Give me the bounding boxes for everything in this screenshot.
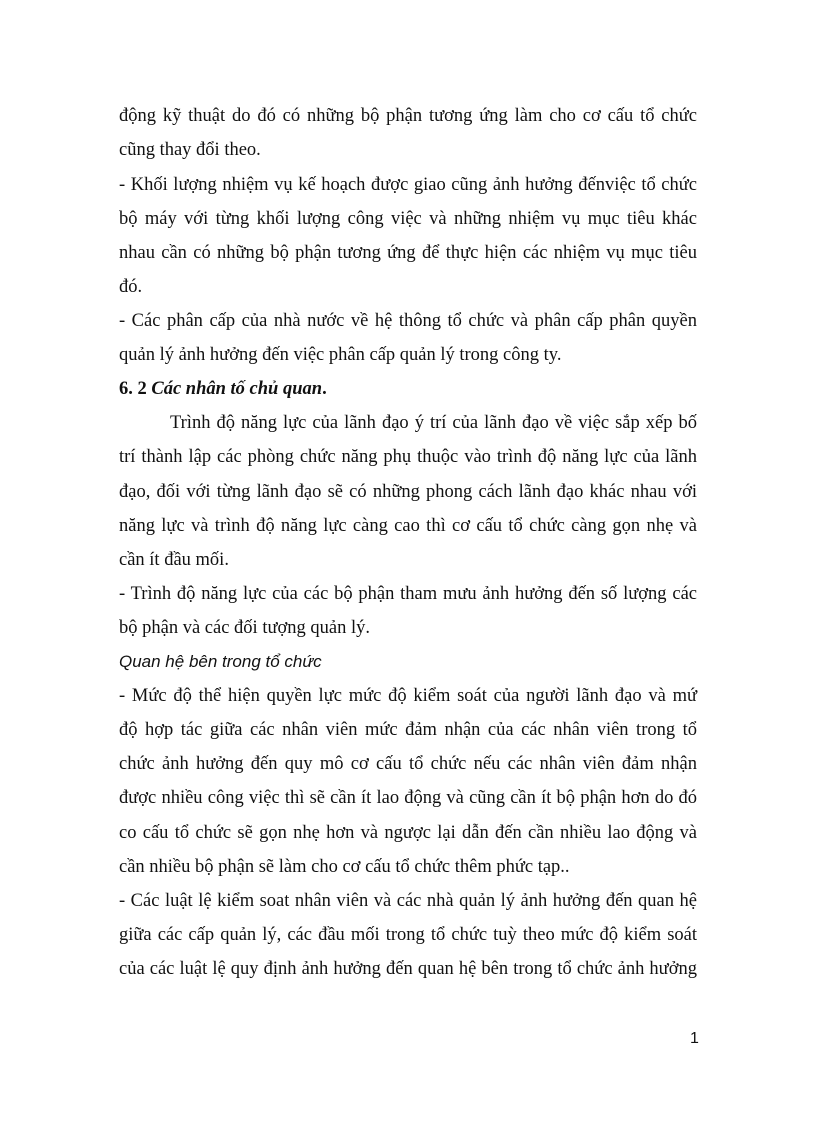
text-line: nhau cần có những bộ phận tương ứng để thực hiện các nhiệm vụ mục tiêu <box>119 243 697 263</box>
text-line: cần nhiều bộ phận sẽ làm cho cơ cấu tổ chức thêm phức tạp.. <box>119 857 570 877</box>
text-line: độ hợp tác giữa các nhân viên mức đảm nhận của các nhân viên trong tổ <box>119 720 697 740</box>
text-line: được nhiều công việc thì sẽ cần ít lao động và cũng cần ít bộ phận hơn do đó <box>119 788 697 808</box>
text-line: cũng thay đổi theo. <box>119 140 261 160</box>
heading-period: . <box>322 379 327 399</box>
text-line: Trình độ năng lực của lãnh đạo ý trí của lãnh đạo về việc sắp xếp bố <box>170 413 697 433</box>
text-line: - Khối lượng nhiệm vụ kế hoạch được giao cũng ảnh hưởng đếnviệc tổ chức <box>119 175 697 195</box>
heading-number: 6. 2 <box>119 379 152 399</box>
sub-heading: Quan hệ bên trong tổ chức <box>119 652 322 671</box>
text-line: bộ máy với từng khối lượng công việc và những nhiệm vụ mục tiêu khác <box>119 209 697 229</box>
text-line: co cấu tổ chức sẽ gọn nhẹ hơn và ngược lại dẫn đến cần nhiều lao động và <box>119 823 697 843</box>
text-line: chức ảnh hưởng đến quy mô cơ cấu tổ chức nếu các nhân viên đảm nhận <box>119 754 697 774</box>
text-line: động kỹ thuật do đó có những bộ phận tương ứng làm cho cơ cấu tổ chức <box>119 106 697 126</box>
text-line: - Trình độ năng lực của các bộ phận tham mưu ảnh hưởng đến số lượng các <box>119 584 697 604</box>
text-line: năng lực và trình độ năng lực càng cao thì cơ cấu tổ chức càng gọn nhẹ và <box>119 516 697 536</box>
text-line: - Mức độ thể hiện quyền lực mức độ kiểm soát của người lãnh đạo và mứ <box>119 686 697 706</box>
text-line: quản lý ảnh hưởng đến việc phân cấp quản lý trong công ty. <box>119 345 562 365</box>
text-line: đó. <box>119 277 143 297</box>
text-line: bộ phận và các đối tượng quản lý. <box>119 618 370 638</box>
text-line: - Các luật lệ kiểm soat nhân viên và các nhà quản lý ảnh hưởng đến quan hệ <box>119 891 697 911</box>
text-line: trí thành lập các phòng chức năng phụ thuộc vào trình độ năng lực của lãnh <box>119 447 697 467</box>
text-line: - Các phân cấp của nhà nước về hệ thông tổ chức và phân cấp phân quyền <box>119 311 697 331</box>
page-number: 1 <box>690 1030 699 1047</box>
text-line: cần ít đầu mối. <box>119 550 229 570</box>
heading-title: Các nhân tố chủ quan <box>151 379 323 399</box>
text-line: giữa các cấp quản lý, các đầu mối trong tổ chức tuỳ theo mức độ kiểm soát <box>119 925 697 945</box>
section-heading <box>119 377 697 401</box>
text-line: đạo, đối với từng lãnh đạo sẽ có những phong cách lãnh đạo khác nhau với <box>119 482 697 502</box>
text-line: của các luật lệ quy định ảnh hưởng đến quan hệ bên trong tổ chức ảnh hưởng <box>119 959 697 979</box>
